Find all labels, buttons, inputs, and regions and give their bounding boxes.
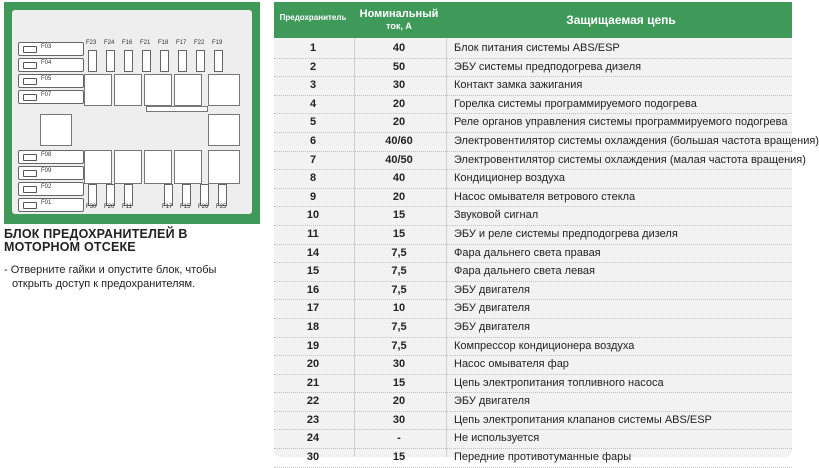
fuse-number: 1 (309, 42, 317, 54)
fuse-icon (23, 170, 37, 177)
fuse-table (274, 2, 819, 464)
rated-current: 20 (392, 116, 406, 129)
fuse-label: F15 (180, 204, 191, 210)
protected-circuit: ЭБУ двигателя (454, 283, 531, 296)
fuse-label: F07 (41, 92, 52, 98)
rated-current: 20 (392, 97, 406, 110)
protected-circuit: Звуковой сигнал (454, 209, 539, 222)
protected-circuit: Горелка системы программируемого подогрева (454, 97, 697, 110)
fuse-number: 2 (309, 60, 317, 73)
fuse-label: F17 (176, 40, 187, 46)
fuse-label: F23 (86, 40, 97, 46)
fuse-label: F09 (41, 168, 52, 174)
mini-fuse (124, 184, 133, 206)
table-row (274, 412, 792, 431)
mini-fuse (218, 184, 227, 206)
fuse-slot (18, 150, 84, 164)
rated-current: - (397, 432, 401, 445)
table-row (274, 40, 792, 59)
caption-note (4, 263, 264, 291)
caption-title-line: БЛОК ПРЕДОХРАНИТЕЛЕЙ В (4, 227, 188, 241)
protected-circuit: Фара дальнего света левая (454, 265, 595, 278)
table-row (274, 152, 806, 171)
fuse-label: F11 (122, 204, 132, 210)
protected-circuit: Электровентилятор системы охлаждения (большая частота вращения) (454, 134, 819, 147)
header-rated-line: ток, А (386, 21, 412, 31)
header-rated-current (356, 8, 442, 32)
mini-fuse (164, 184, 173, 206)
protected-circuit: Передние противотуманные фары (454, 451, 632, 464)
protected-circuit: Блок питания системы ABS/ESP (454, 42, 620, 54)
table-row (274, 96, 792, 115)
rated-current: 40/60 (385, 134, 413, 147)
fuse-label: F24 (104, 40, 115, 46)
rated-current: 40/50 (385, 153, 413, 166)
fuse-slot (18, 198, 84, 212)
bus-bar (146, 106, 208, 112)
rated-current: 7,5 (391, 283, 407, 296)
protected-circuit: Не используется (454, 432, 540, 445)
rated-current: 40 (392, 172, 406, 185)
fuse-label: F18 (158, 40, 169, 46)
fuse-icon (23, 46, 37, 53)
fuse-label: F03 (41, 44, 52, 50)
protected-circuit: ЭБУ системы предподогрева дизеля (454, 60, 642, 73)
rated-current: 20 (392, 395, 406, 408)
header-fuse: Предохранитель (279, 13, 347, 22)
relay-slot (40, 114, 72, 146)
protected-circuit: Цепь электропитания топливного насоса (454, 376, 664, 389)
fuse-number: 16 (306, 283, 320, 296)
fuse-slot (18, 90, 84, 104)
relay-slot (208, 114, 240, 146)
table-row (274, 226, 792, 245)
rated-current: 10 (392, 302, 406, 315)
fuse-label: F04 (41, 60, 52, 66)
mini-fuse (214, 50, 223, 72)
table-row (274, 338, 792, 357)
mini-fuse (178, 50, 187, 72)
fuse-slot (18, 182, 84, 196)
fuse-slot (18, 42, 84, 56)
caption-title-line: МОТОРНОМ ОТСЕКЕ (4, 240, 136, 254)
mini-fuse (196, 50, 205, 72)
fuse-number: 17 (306, 302, 320, 315)
table-row (274, 207, 792, 226)
table-row (274, 77, 792, 96)
fuse-number: 24 (306, 432, 320, 445)
mini-fuse (200, 184, 209, 206)
fuse-icon (23, 202, 37, 209)
caption-note-line: открыть доступ к предохранителям. (12, 278, 196, 290)
fuse-label: F05 (41, 76, 52, 82)
protected-circuit: ЭБУ и реле системы предподогрева дизеля (454, 227, 678, 240)
mini-fuse (160, 50, 169, 72)
fuse-number: 20 (306, 358, 320, 371)
mini-fuse (88, 184, 97, 206)
mini-fuse (124, 50, 133, 72)
relay-slot (144, 150, 172, 184)
fuse-box-body (12, 10, 252, 214)
fuse-number: 5 (309, 116, 317, 129)
fuse-label: F25 (216, 204, 227, 210)
protected-circuit: Насос омывателя фар (454, 358, 569, 371)
mini-fuse (106, 50, 115, 72)
protected-circuit: Цепь электропитания клапанов системы ABS/ESP (454, 413, 712, 426)
caption (4, 228, 264, 291)
fuse-icon (23, 62, 37, 69)
fuse-number: 4 (309, 97, 317, 110)
table-row (274, 245, 792, 264)
mini-fuse (88, 50, 97, 72)
fuse-slot (18, 166, 84, 180)
fuse-label: F16 (122, 40, 133, 46)
fuse-label: F01 (41, 200, 52, 206)
fuse-number: 23 (306, 413, 320, 426)
table-row (274, 133, 819, 152)
relay-slot (174, 150, 202, 184)
rated-current: 15 (392, 227, 406, 240)
fuse-number: 19 (306, 339, 320, 352)
header-rated-line: Номинальный (359, 8, 439, 20)
relay-slot (84, 74, 112, 106)
fuse-slot (18, 58, 84, 72)
protected-circuit: Компрессор кондиционера воздуха (454, 339, 635, 352)
protected-circuit: ЭБУ двигателя (454, 320, 531, 333)
fuse-label: F20 (104, 204, 115, 210)
relay-slot (144, 74, 172, 106)
fuse-number: 21 (306, 376, 320, 389)
protected-circuit: Фара дальнего света правая (454, 246, 601, 259)
fuse-number: 11 (307, 227, 319, 240)
header-circuit: Защищаемая цепь (566, 13, 676, 27)
fuse-icon (23, 186, 37, 193)
protected-circuit: Реле органов управления системы программируемого подогрева (454, 116, 788, 129)
table-row (274, 319, 792, 338)
table-row (274, 282, 792, 301)
rated-current: 50 (392, 60, 406, 73)
rated-current: 15 (392, 376, 406, 389)
fuse-number: 30 (306, 451, 320, 464)
rated-current: 40 (392, 42, 406, 54)
mini-fuse (106, 184, 115, 206)
fuse-label: F19 (212, 40, 223, 46)
table-row (274, 114, 792, 133)
fuse-icon (23, 154, 37, 161)
fuse-label: F08 (41, 152, 52, 158)
fuse-label: F17 (162, 204, 173, 210)
rated-current: 30 (392, 358, 406, 371)
protected-circuit: ЭБУ двигателя (454, 302, 531, 315)
fuse-icon (23, 94, 37, 101)
table-row (274, 356, 792, 375)
table-body (274, 40, 819, 468)
fuse-slot (18, 74, 84, 88)
fuse-label: F02 (41, 184, 52, 190)
mini-fuse (142, 50, 151, 72)
relay-slot (208, 150, 240, 184)
relay-slot (208, 74, 240, 106)
rated-current: 7,5 (391, 320, 407, 333)
fuse-number: 15 (306, 265, 320, 278)
fuse-number: 18 (306, 320, 320, 333)
fuse-number: 9 (309, 190, 317, 203)
table-row (274, 300, 792, 319)
mini-fuse (182, 184, 191, 206)
relay-slot (114, 150, 142, 184)
fuse-label: F30 (86, 204, 97, 210)
protected-circuit: ЭБУ двигателя (454, 395, 531, 408)
rated-current: 15 (392, 451, 406, 464)
fuse-label: F21 (140, 40, 151, 46)
fuse-icon (23, 78, 37, 85)
rated-current: 20 (392, 190, 406, 203)
table-row (274, 430, 792, 449)
fuse-number: 8 (309, 172, 317, 185)
protected-circuit: Контакт замка зажигания (454, 79, 583, 92)
table-row (274, 189, 792, 208)
fuse-number: 6 (309, 134, 317, 147)
protected-circuit: Насос омывателя ветрового стекла (454, 190, 636, 203)
table-header (274, 2, 792, 38)
rated-current: 30 (392, 413, 406, 426)
table-row (274, 449, 792, 468)
rated-current: 7,5 (391, 246, 407, 259)
caption-title (4, 228, 264, 254)
table-row (274, 393, 792, 412)
fuse-number: 22 (306, 395, 320, 408)
table-row (274, 59, 792, 78)
rated-current: 30 (392, 79, 406, 92)
fuse-label: F26 (198, 204, 209, 210)
relay-slot (174, 74, 202, 106)
table-row (274, 170, 792, 189)
relay-slot (114, 74, 142, 106)
fuse-number: 7 (309, 153, 317, 166)
protected-circuit: Электровентилятор системы охлаждения (малая частота вращения) (454, 153, 806, 166)
caption-note-line: - Отверните гайки и опустите блок, чтобы (4, 264, 217, 276)
rated-current: 7,5 (391, 339, 407, 352)
rated-current: 15 (392, 209, 406, 222)
fuse-number: 3 (309, 79, 317, 92)
fuse-label: F22 (194, 40, 205, 46)
relay-slot (84, 150, 112, 184)
table-row (274, 263, 792, 282)
rated-current: 7,5 (391, 265, 407, 278)
table-row (274, 375, 792, 394)
fuse-box-diagram (4, 2, 260, 224)
fuse-number: 10 (306, 209, 320, 222)
fuse-number: 14 (306, 246, 320, 259)
protected-circuit: Кондиционер воздуха (454, 172, 566, 185)
